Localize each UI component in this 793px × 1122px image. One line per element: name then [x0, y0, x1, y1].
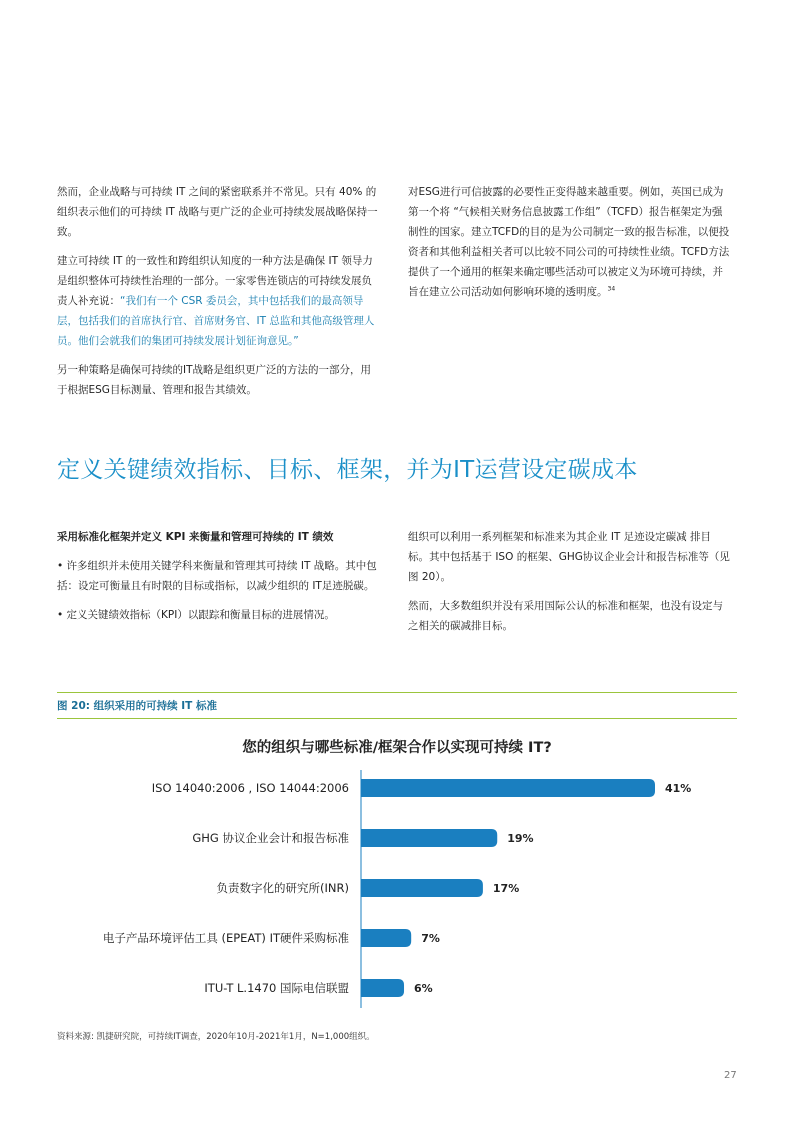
page-number: 27 [724, 1070, 737, 1081]
chart-title: 您的组织与哪些标准/框架合作以实现可持续 IT? [242, 740, 552, 756]
paragraph [57, 251, 379, 351]
paragraph: 然而，企业战略与可持续 IT 之间的紧密联系并不常见。只有 40% 的组织表示他们的可持续 IT 战略与更广泛的企业可持续发展战略保持一致。 [57, 186, 378, 238]
bar [361, 929, 411, 947]
figure-rule [57, 692, 737, 693]
bar [361, 979, 404, 997]
paragraph: 另一种策略是确保可持续的IT战略是组织更广泛的方法的一部分，用于根据ESG目标测量、管理和报告其绩效。 [57, 364, 372, 396]
figure-title: 图 20: 组织采用的可持续 IT 标准 [57, 700, 218, 712]
category-label: 负责数字化的研究所(INR) [216, 881, 349, 895]
footnote-ref: 34 [607, 285, 616, 293]
figure-rule [57, 718, 737, 719]
value-label: 7% [421, 932, 440, 945]
category-label: ISO 14040:2006 , ISO 14044:2006 [151, 781, 349, 795]
left-mid-column [57, 527, 379, 634]
paragraph: 组织可以利用一系列框架和标准来为其企业 IT 足迹设定碳减 排目标。其中包括基于 ISO 的框架、GHG协议企业会计和报告标准等（见图 20）。 [408, 531, 730, 583]
bar [361, 779, 655, 797]
bar [361, 829, 497, 847]
value-label: 19% [507, 832, 534, 845]
bullet-item: • 定义关键绩效指标（KPI）以跟踪和衡量目标的进展情况。 [57, 609, 335, 621]
quote-text: “我们有一个 CSR 委员会，其中包括我们的最高领导层，包括我们的首席执行官、首席财务官、IT 总监和其他高级管理人员。他们会就我们的集团可持续发展计划征询意见。” [57, 295, 375, 347]
value-label: 17% [492, 882, 520, 895]
paragraph [408, 182, 730, 302]
bar [361, 879, 483, 897]
paragraph: 然而，大多数组织并没有采用国际公认的标准和框架，也没有设定与之相关的碳减排目标。 [408, 600, 723, 632]
value-label: 41% [665, 782, 692, 795]
left-top-column [57, 182, 379, 409]
paragraph-lead: 建立可持续 IT 的一致性和跨组织认知度的一种方法是确保 IT 领导力是组织整体可持续性治理的一部分。一家零售连锁店的可持续发展负责人补充说： [57, 255, 373, 307]
category-label: 电子产品环境评估工具 (EPEAT) IT硬件采购标准 [102, 931, 349, 945]
category-label: GHG 协议企业会计和报告标准 [192, 831, 349, 845]
right-mid-column [408, 527, 730, 645]
bar-chart [0, 760, 793, 1020]
section-heading: 定义关键绩效指标、目标、框架，并为IT运营设定碳成本 [57, 457, 638, 483]
paragraph-text: 对ESG进行可信披露的必要性正变得越来越重要。例如，英国已成为第一个将 “气候相关财务信息披露工作组”（TCFD）报告框架定为强制性的国家。建立TCFD的目的是为公司制定一致的报告标准，以便投资者和其他利益相关者可以比较不同公司的可持续性业绩。TCFD方法提供了一个通用的框架来确定哪些活动可以被定义为环境可持续，并旨在建立公司活动如何影响环境的透明度。 [408, 186, 730, 298]
category-label: ITU-T L.1470 国际电信联盟 [204, 981, 349, 995]
source-note: 资料来源: 凯捷研究院，可持续IT调查，2020年10月-2021年1月，N=1,000组织。 [57, 1032, 375, 1042]
subheading: 采用标准化框架并定义 KPI 来衡量和管理可持续的 IT 绩效 [57, 531, 334, 543]
right-top-column [408, 182, 730, 311]
bullet-item: • 许多组织并未使用关键学科来衡量和管理其可持续 IT 战略。其中包括：设定可衡量且有时限的目标或指标，以减少组织的 IT足迹脱碳。 [57, 560, 377, 592]
value-label: 6% [414, 982, 433, 995]
